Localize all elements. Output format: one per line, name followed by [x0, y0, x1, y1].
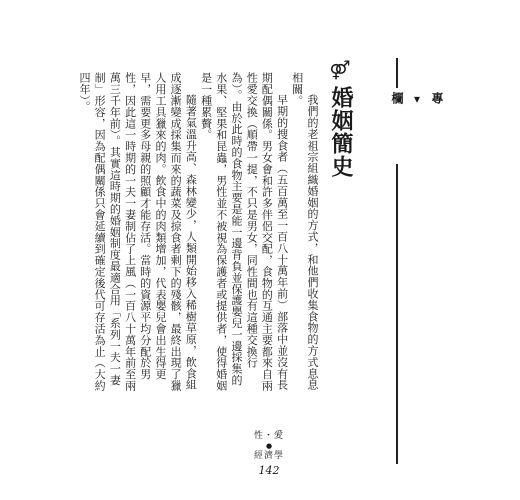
column-label: 專 ▾ 欄: [390, 92, 444, 107]
book-title-line-2: 經濟學: [253, 451, 284, 461]
body-text: [77, 72, 320, 392]
paragraph-2: 早期的搜食者（五百萬至一百八十萬年前）部落中並沒有長期配偶關係。男女會和許多伴侶交配，食物的互通主要都來自兩性愛交換（順帶一提，不只是男女，同性間也有這種交換行為）。由於此時的食物主要是能一邊背負並保護嬰兒一邊採集的水果、堅果和昆蟲，男性並不被視為保護者或提供者，使得婚姻是一種累贅。: [199, 72, 289, 392]
paragraph-1: 我們的老祖宗組織婚姻的方式，和他們收集食物的方式息息相關。: [290, 72, 319, 391]
paragraph-3: 隨著氣溫升高、森林變少，人類開始移入稀樹草原，飲食組成逐漸變成採集而來的蔬菜及掠食者剩下的殘骸，最終出現了獵人用工具獵來的肉。飲食中的肉類增加，代表嬰兒會出生得更早，需要更多母親的照顧才能存活。當時的資源平均分配於男性，因此這一時期的一夫一妻制佔了上風（一百八十萬年前至兩萬三千年前）。其實這時期的婚姻制度最適合用「系列一夫一妻制」形容，因為配偶關係只會延續到確定後代可存活為止（大約四年）。: [77, 72, 198, 392]
page-title: 婚姻簡史: [328, 86, 353, 178]
page-footer: [244, 430, 294, 478]
header-rule-top: [396, 58, 398, 88]
page-number: 142: [258, 464, 280, 477]
footer-dot-icon: ●: [265, 442, 273, 450]
header-rule-bottom: [396, 164, 398, 464]
title-block: [323, 60, 357, 178]
book-title-line-1: 性・愛: [253, 431, 284, 441]
gender-symbol-icon: ⚤: [329, 60, 351, 81]
